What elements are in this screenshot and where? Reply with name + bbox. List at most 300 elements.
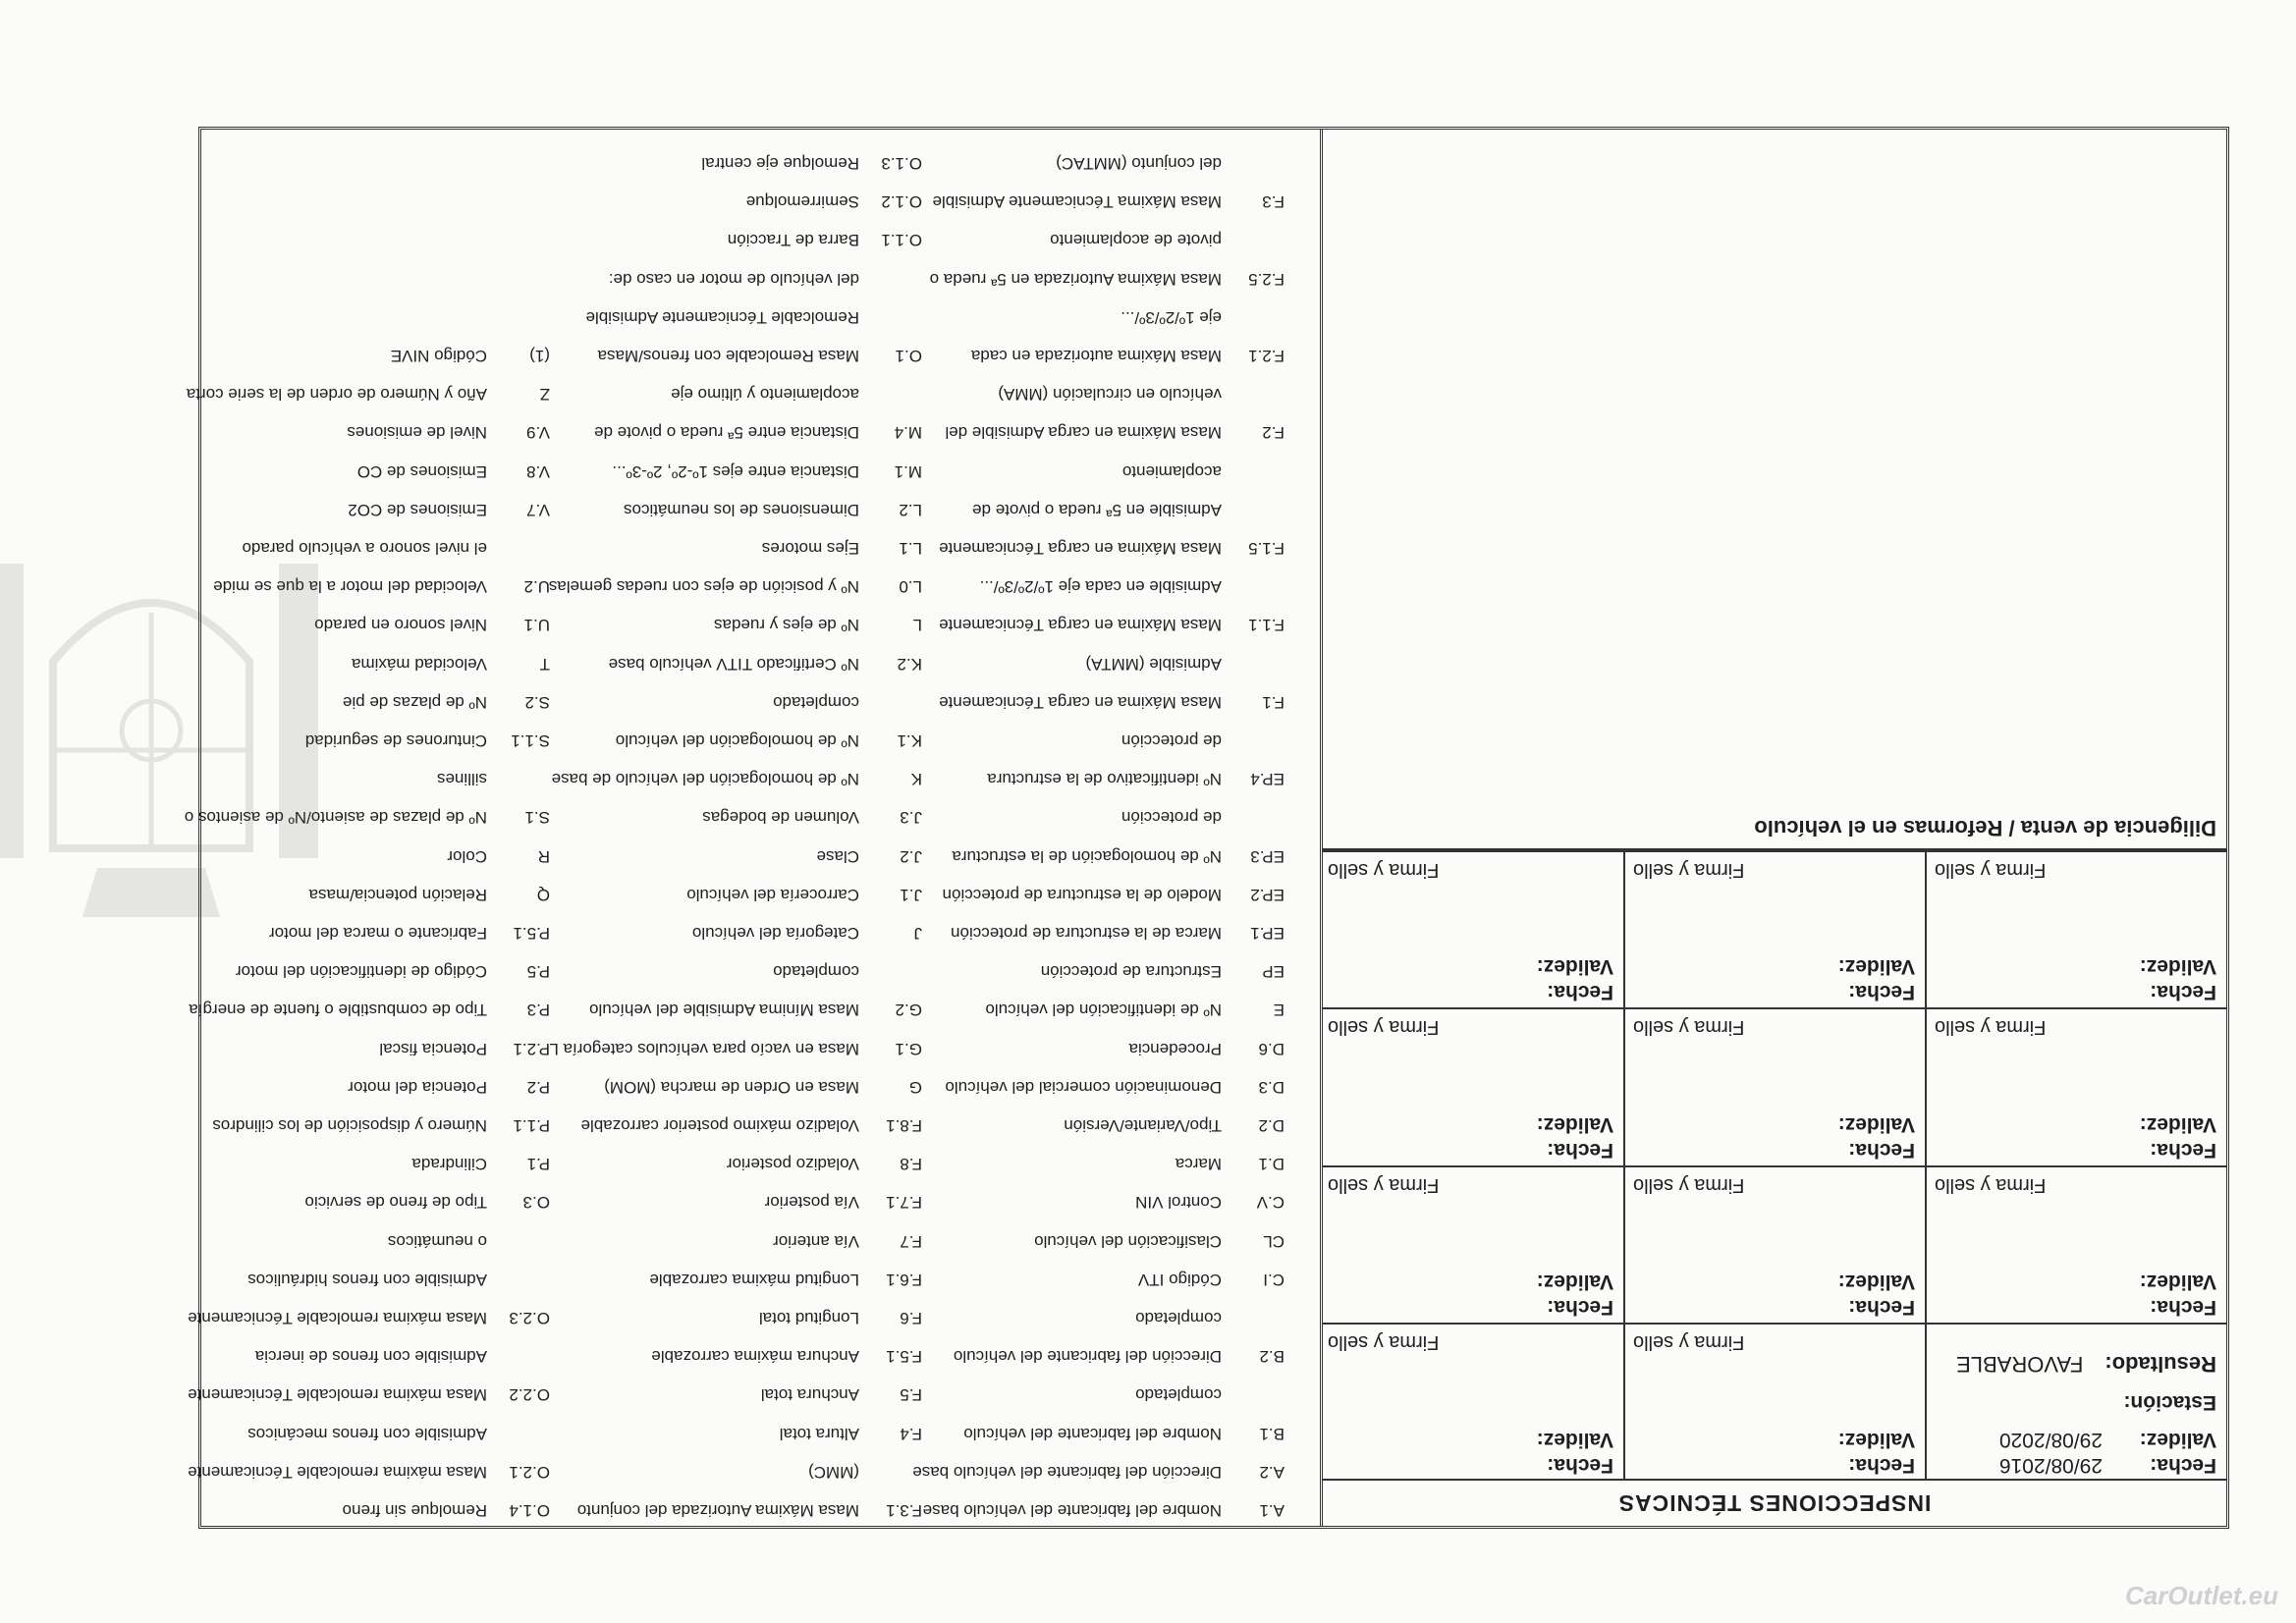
inspection-row: [1323, 1324, 2226, 1482]
field-label: pivote de acoplamiento: [1050, 231, 1222, 250]
field-entry: [945, 1077, 1285, 1097]
field-entry: [945, 422, 1285, 442]
document-frame: [184, 127, 2229, 1529]
field-entry: [343, 1500, 550, 1520]
field-entry: [347, 422, 550, 442]
field-label: Tipo de combustible o fuente de energía: [189, 1001, 487, 1020]
fecha-label: Fecha:: [1547, 981, 1613, 1004]
field-entry: [616, 730, 922, 750]
field-code: S.2: [524, 692, 550, 712]
field-label: Clase: [816, 846, 859, 866]
field-label: Nombre del fabricante del vehículo: [963, 1424, 1222, 1443]
field-entry: [954, 1346, 1285, 1366]
field-entry: [552, 769, 922, 788]
field-entry: [348, 500, 550, 519]
field-entry: [1121, 307, 1285, 327]
field-code: T: [539, 654, 550, 674]
validez-label: Validez:: [2139, 1271, 2216, 1294]
field-entry: [651, 1346, 922, 1366]
field-entry: [437, 769, 550, 788]
field-label: Anchura máxima carrozable: [651, 1347, 859, 1367]
field-label: Masa máxima remolcable Técnicamente: [188, 1385, 487, 1405]
field-entry: [714, 615, 922, 634]
field-label: Masa en Orden de marcha (MOM): [604, 1077, 859, 1097]
field-entry: [309, 885, 550, 904]
inspection-row: [1323, 1008, 2226, 1166]
field-label: Admisible en 5ª rueda o pivote de: [972, 500, 1222, 519]
field-code: F.3.1: [886, 1501, 922, 1520]
field-label: Control VIN: [1135, 1193, 1222, 1213]
fecha-label: Fecha:: [1547, 1139, 1613, 1162]
field-label: Admisible en cada eje 1º/2º/3º/...: [979, 577, 1222, 597]
field-code: B.1: [1259, 1424, 1285, 1443]
field-entry: [589, 1000, 922, 1019]
field-label: Admisible (MMTA): [1085, 654, 1222, 674]
fecha-label: Fecha:: [1848, 1139, 1915, 1162]
field-code: F.1.1: [1248, 616, 1285, 635]
field-label: Modelo de la estructura de protección: [942, 885, 1222, 904]
field-label: Admisible con frenos de inercia: [254, 1347, 487, 1367]
field-code: F.1: [1262, 692, 1285, 712]
inspection-cell: [1623, 852, 1925, 1008]
field-entry: [930, 269, 1285, 289]
field-entry: [581, 1115, 922, 1135]
field-entry: [980, 576, 1285, 596]
field-code: O.3: [522, 1193, 550, 1213]
field-entry: [933, 191, 1285, 211]
field-entry: [1135, 1308, 1285, 1327]
validez-value: 29/08/2020: [1998, 1429, 2103, 1451]
field-code: P.2.1: [513, 1039, 550, 1058]
field-entry: [762, 538, 922, 558]
fecha-label: Fecha:: [1547, 1296, 1613, 1320]
field-code: J.3: [900, 808, 922, 828]
field-label: Masa Remolcable con frenos/Masa: [597, 347, 859, 365]
field-code: J.2: [900, 846, 922, 866]
field-label: Procedencia: [1128, 1039, 1222, 1058]
field-label: Velocidad máxima: [352, 654, 487, 674]
fecha-label: Fecha:: [1547, 1454, 1613, 1477]
inspection-cell: [1320, 1325, 1623, 1482]
field-label: completado: [1135, 1309, 1222, 1327]
inspecciones-title: INSPECCIONES TÉCNICAS: [1323, 1479, 2226, 1526]
field-entry: [985, 1000, 1285, 1019]
field-label: Nº de ejes y ruedas: [714, 616, 859, 635]
brand-watermark: CarOutlet.eu: [2124, 1581, 2278, 1610]
field-code: D.1: [1258, 1155, 1285, 1174]
inspection-cell: [1925, 1010, 2226, 1166]
field-code: D.2: [1258, 1116, 1285, 1135]
field-label: Nº identificativo de la estructura: [987, 770, 1222, 789]
estacion-label: Estación:: [2123, 1391, 2216, 1414]
field-label: Voladizo posterior: [726, 1155, 859, 1174]
field-code: L.1: [899, 539, 922, 558]
field-label: o neumáticos: [387, 1231, 487, 1251]
field-label: Admisible con frenos hidráulicos: [247, 1270, 487, 1289]
field-code: O.1.1: [881, 231, 922, 250]
field-code: R: [537, 846, 550, 866]
inspection-cell: [1320, 1010, 1623, 1166]
field-code: J.1: [900, 885, 922, 904]
field-code: S.1: [524, 808, 550, 828]
field-label: Nº de plazas de pie: [342, 692, 487, 712]
field-label: Altura total: [779, 1424, 859, 1443]
field-entry: [598, 346, 922, 365]
field-code: EP.4: [1250, 770, 1285, 789]
field-label: Masa Máxima Técnicamente Admisible: [932, 192, 1222, 212]
field-entry: [212, 1115, 550, 1135]
inspection-cell: [1925, 1167, 2226, 1324]
field-entry: [728, 230, 922, 249]
field-entry: [352, 654, 550, 674]
field-entry: [1135, 1384, 1285, 1404]
field-code: F.3: [1262, 192, 1285, 212]
field-label: Nivel de emisiones: [347, 423, 487, 443]
field-entry: [808, 1462, 922, 1482]
inspecciones-panel: [1320, 130, 2226, 1526]
field-code: F.5.1: [886, 1347, 922, 1367]
field-label: Ejes motores: [761, 539, 859, 558]
field-label: Volumen de bodegas: [702, 808, 859, 828]
field-label: Cilindrada: [411, 1155, 487, 1174]
field-entry: [314, 615, 550, 634]
fecha-label: Fecha:: [2150, 981, 2216, 1004]
firma-y-sello: Firma y sello: [1633, 859, 1745, 881]
field-code: J: [913, 924, 922, 943]
field-entry: [1034, 1231, 1285, 1251]
field-entry: [963, 1424, 1285, 1443]
field-entry: [1175, 1154, 1285, 1173]
field-code: K.2: [897, 654, 922, 674]
fecha-label: Fecha:: [2150, 1139, 2216, 1162]
field-label: Código de identificación del motor: [235, 962, 487, 982]
inspection-cell: [1623, 1167, 1925, 1324]
field-entry: [1135, 1192, 1285, 1212]
field-code: P.1: [526, 1155, 550, 1174]
field-label: Masa en vacío para vehículos categoría L: [549, 1039, 859, 1058]
field-label: Masa máxima remolcable Técnicamente: [188, 1309, 487, 1327]
field-code: CL: [1263, 1231, 1285, 1251]
inspection-cell: [1623, 1325, 1925, 1482]
field-entry: [188, 1384, 550, 1404]
field-code: U.2: [523, 577, 550, 597]
validez-label: Validez:: [1536, 1429, 1613, 1451]
field-entry: [727, 1154, 922, 1173]
field-entry: [671, 384, 922, 404]
field-code: P.3: [526, 1001, 550, 1020]
resultado-value: FAVORABLE: [1956, 1352, 2084, 1377]
field-entry: [604, 1077, 922, 1097]
validez-label: Validez:: [1837, 1429, 1915, 1451]
field-code: M.1: [894, 461, 922, 481]
field-entry: [305, 730, 550, 750]
field-label: Número y disposición de los cilindros: [212, 1116, 487, 1135]
diligencia-panel: [1323, 122, 2226, 850]
field-code: P.1.1: [513, 1116, 550, 1135]
field-code: F.1.5: [1248, 539, 1285, 558]
field-entry: [247, 1424, 550, 1443]
field-label: Nº de homologación del vehículo de base: [551, 770, 859, 789]
field-label: eje 1º/2º/3º/...: [1121, 307, 1222, 327]
field-label: Denominación comercial del vehículo: [945, 1077, 1222, 1097]
field-entry: [701, 153, 922, 173]
field-code: O.2.3: [509, 1309, 550, 1327]
field-entry: [773, 1231, 922, 1251]
field-code: G.2: [895, 1001, 922, 1020]
field-entry: [1064, 1115, 1285, 1135]
validez-label: Validez:: [2139, 1429, 2216, 1451]
field-code: F.8: [900, 1155, 922, 1174]
fecha-label: Fecha:: [2150, 1296, 2216, 1320]
field-entry: [1085, 654, 1285, 674]
field-label: Distancia entre ejes 1º-2º, 2º-3º...: [612, 461, 859, 481]
field-entry: [391, 346, 550, 365]
field-entry: [549, 1039, 922, 1058]
field-label: Nº de identificación del vehículo: [985, 1001, 1222, 1020]
field-label: Dimensiones de los neumáticos: [623, 500, 859, 519]
field-label: completado: [773, 692, 859, 712]
field-entry: [649, 1270, 922, 1289]
field-label: Anchura total: [760, 1385, 859, 1405]
field-code: F.8.1: [886, 1116, 922, 1135]
field-entry: [987, 769, 1285, 788]
field-entry: [686, 885, 922, 904]
field-entry: [912, 1462, 1285, 1482]
firma-y-sello: Firma y sello: [1328, 1174, 1440, 1196]
fecha-value: 29/08/2016: [1998, 1454, 2103, 1477]
field-label: Longitud total: [758, 1309, 859, 1327]
field-entry: [773, 961, 922, 981]
field-label: Relación potencia/masa: [308, 885, 487, 904]
field-label: Nº de homologación del vehículo: [615, 731, 859, 750]
field-code: V.8: [526, 461, 550, 481]
field-list: [184, 130, 1320, 1526]
firma-y-sello: Firma y sello: [1633, 1016, 1745, 1039]
field-label: Masa Máxima en carga Admisible del: [945, 423, 1222, 443]
field-code: F.6: [900, 1309, 922, 1327]
field-code: Z: [539, 385, 550, 405]
field-code: C.I: [1263, 1270, 1285, 1289]
field-label: Nombre del fabricante del vehículo base: [922, 1501, 1222, 1520]
field-label: Masa Máxima Autorizada en 5ª rueda o: [929, 269, 1222, 289]
field-code: (1): [529, 347, 550, 365]
field-entry: [612, 461, 922, 481]
field-entry: [759, 1308, 922, 1327]
firma-y-sello: Firma y sello: [1328, 859, 1440, 881]
inspection-cell: [1925, 852, 2226, 1008]
field-code: D.3: [1258, 1077, 1285, 1097]
field-label: Masa Máxima en carga Técnicamente: [939, 692, 1222, 712]
field-entry: [952, 846, 1285, 866]
field-entry: [1122, 461, 1285, 481]
field-label: Remolcable Técnicamente Admisible: [585, 307, 859, 327]
firma-y-sello: Firma y sello: [1328, 1331, 1440, 1354]
field-label: Nivel sonoro en parado: [314, 616, 487, 635]
field-label: Remolque eje central: [701, 154, 859, 173]
field-label: Emisiones de CO2: [348, 500, 487, 519]
field-code: F.5: [900, 1385, 922, 1405]
field-entry: [761, 1384, 922, 1404]
field-entry: [447, 846, 550, 866]
field-entry: [746, 191, 922, 211]
field-code: F.6.1: [886, 1270, 922, 1289]
field-label: Barra de Tracción: [727, 231, 859, 250]
field-label: Longitud máxima carrozable: [649, 1270, 859, 1289]
field-code: G: [908, 1077, 922, 1097]
field-code: E: [1273, 1001, 1285, 1020]
field-code: F.2.5: [1248, 269, 1285, 289]
field-code: O.1.2: [881, 192, 922, 212]
field-label: (MMC): [808, 1462, 859, 1482]
resultado-label: Resultado:: [2105, 1352, 2216, 1377]
field-code: C.V: [1256, 1193, 1285, 1213]
diligencia-title: Diligencia de venta / Reformas en el vehículo: [1754, 816, 2216, 840]
field-code: O.1: [895, 347, 922, 365]
field-label: Nº y posición de ejes con ruedas gemelas: [548, 577, 859, 597]
field-label: Masa Máxima autorizada en cada: [970, 347, 1222, 365]
field-code: A.1: [1259, 1501, 1285, 1520]
field-code: EP.1: [1250, 924, 1285, 943]
fecha-label: Fecha:: [1848, 1296, 1915, 1320]
field-code: L: [912, 616, 922, 635]
validez-label: Validez:: [2139, 955, 2216, 979]
field-entry: [577, 1500, 922, 1520]
field-entry: [765, 1192, 922, 1212]
fecha-label: Fecha:: [1848, 981, 1915, 1004]
field-code: L.2: [899, 500, 922, 519]
field-label: completado: [773, 962, 859, 982]
field-label: Tipo de freno de servicio: [304, 1193, 487, 1213]
field-entry: [624, 500, 922, 519]
field-entry: [255, 1346, 550, 1366]
field-label: de protección: [1121, 808, 1222, 828]
field-code: L.0: [899, 577, 922, 597]
field-label: completado: [1135, 1385, 1222, 1405]
field-entry: [1138, 1270, 1285, 1289]
field-entry: [951, 923, 1285, 943]
inspection-cell: [1623, 1010, 1925, 1166]
field-label: Nº de homologación de la estructura: [952, 846, 1222, 866]
field-code: Q: [536, 885, 550, 904]
field-label: sillines: [436, 770, 487, 789]
field-code: EP: [1262, 962, 1285, 982]
coat-of-arms-watermark: [0, 524, 338, 937]
inspection-row: [1323, 1165, 2226, 1324]
field-entry: [348, 1077, 550, 1097]
field-label: acoplamiento: [1121, 461, 1222, 481]
field-entry: [1056, 153, 1285, 173]
firma-y-sello: Firma y sello: [1935, 1016, 2047, 1039]
field-entry: [939, 692, 1285, 712]
field-label: Color: [447, 846, 487, 866]
field-code: U.1: [523, 616, 550, 635]
field-entry: [1121, 730, 1285, 750]
field-label: Voladizo máximo posterior carrozable: [580, 1116, 859, 1135]
inspecciones-grid: [1323, 850, 2226, 1481]
field-label: Código ITV: [1137, 1270, 1222, 1289]
field-label: Semirremolque: [745, 192, 859, 212]
field-code: K: [910, 770, 922, 789]
field-label: Clasificación del vehículo: [1034, 1231, 1222, 1251]
field-entry: [1121, 807, 1285, 827]
field-label: de protección: [1121, 731, 1222, 750]
field-entry: [357, 461, 550, 481]
field-code: F.2.1: [1248, 347, 1285, 365]
field-entry: [188, 1308, 550, 1327]
firma-y-sello: Firma y sello: [1633, 1331, 1745, 1354]
field-code: EP.2: [1250, 885, 1285, 904]
field-code: P.5: [526, 962, 550, 982]
field-code: F.7: [900, 1231, 922, 1251]
inspection-cell: [1925, 1325, 2226, 1482]
field-code: F.7.1: [886, 1193, 922, 1213]
field-code: V.7: [526, 500, 550, 519]
field-label: Remolque sin freno: [342, 1501, 487, 1520]
field-code: V.9: [526, 423, 550, 443]
field-label: Masa máxima remolcable Técnicamente: [188, 1462, 487, 1482]
field-label: Cinturones de seguridad: [304, 731, 487, 750]
field-entry: [187, 384, 550, 404]
field-entry: [586, 307, 922, 327]
field-label: Potencia fiscal: [379, 1039, 487, 1058]
field-entry: [188, 1462, 550, 1482]
field-label: Potencia del motor: [348, 1077, 487, 1097]
field-entry: [1050, 230, 1285, 249]
field-entry: [692, 923, 922, 943]
field-code: B.2: [1259, 1347, 1285, 1367]
field-label: el nivel sonoro a vehículo parado: [242, 539, 487, 558]
field-entry: [594, 422, 922, 442]
validez-label: Validez:: [1536, 1113, 1613, 1136]
fecha-label: Fecha:: [1848, 1454, 1915, 1477]
field-code: A.2: [1259, 1462, 1285, 1482]
field-label: Fabricante o marca del motor: [268, 924, 487, 943]
fecha-label: Fecha:: [2150, 1454, 2216, 1477]
field-entry: [817, 846, 922, 866]
field-entry: [609, 654, 922, 674]
field-entry: [1128, 1039, 1285, 1058]
field-label: vehículo en circulación (MMA): [998, 385, 1222, 405]
field-entry: [998, 384, 1285, 404]
field-code: P.5.1: [513, 924, 550, 943]
field-label: Código NIVE: [390, 347, 487, 365]
field-label: Vía posterior: [764, 1193, 859, 1213]
field-entry: [379, 1039, 550, 1058]
field-code: K.1: [897, 731, 922, 750]
field-label: Nº Certificado TITV vehículo base: [608, 654, 859, 674]
field-label: Velocidad del motor a la que se mide: [213, 577, 487, 597]
field-code: F.4: [900, 1424, 922, 1443]
field-entry: [343, 692, 550, 712]
validez-label: Validez:: [1837, 1113, 1915, 1136]
validez-label: Validez:: [1536, 1271, 1613, 1294]
field-entry: [609, 269, 922, 289]
field-code: O.1.3: [881, 154, 922, 173]
field-entry: [943, 885, 1285, 904]
field-entry: [411, 1154, 550, 1173]
inspection-cell: [1320, 1167, 1623, 1324]
field-label: Masa Máxima en carga Técnicamente: [939, 616, 1222, 635]
field-label: Masa Mínima Admisible del vehículo: [589, 1001, 859, 1020]
validez-label: Validez:: [1837, 955, 1915, 979]
field-code: G.1: [895, 1039, 922, 1058]
field-entry: [773, 692, 922, 712]
resultado-line: [1956, 1351, 2216, 1377]
field-code: O.2.2: [509, 1385, 550, 1405]
field-label: Masa Máxima en carga Técnicamente: [939, 539, 1222, 558]
field-label: Masa Máxima Autorizada del conjunto: [576, 1501, 859, 1520]
firma-y-sello: Firma y sello: [1328, 1016, 1440, 1039]
